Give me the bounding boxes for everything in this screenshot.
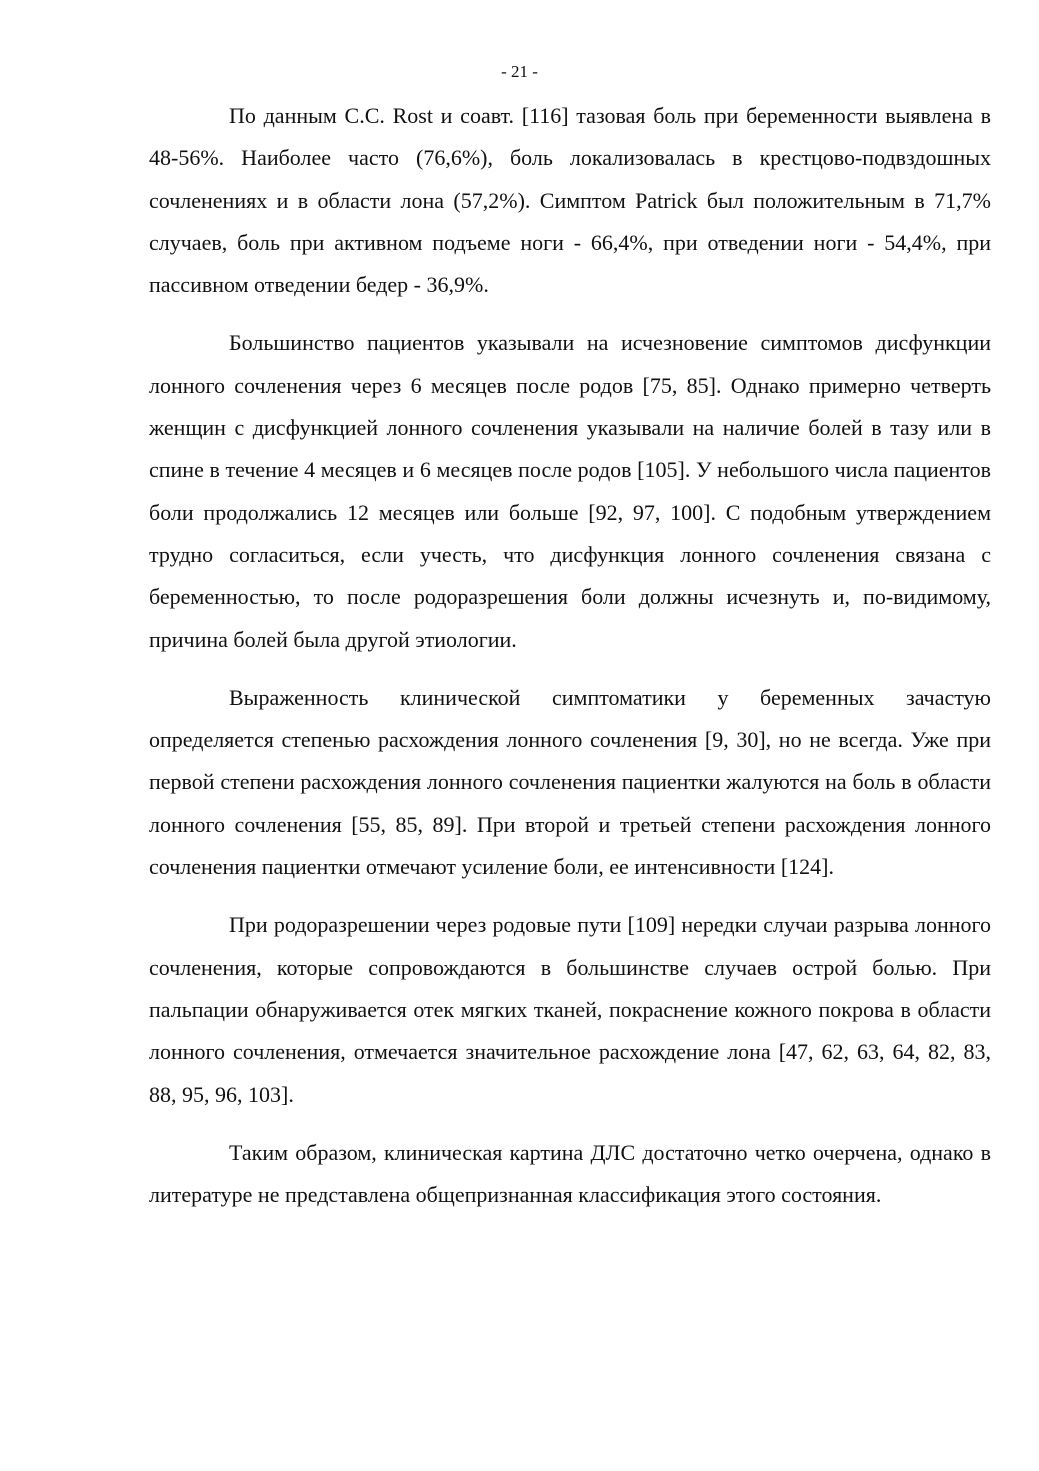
- paragraph-symphysis-rupture: При родоразрешении через родовые пути [109] нередки случаи разрыва лонного сочленения, которые сопровождаются в большинстве случаев острой болью. При пальпации обнаруживается отек мягких тканей, покраснение кожного покрова в области лонного сочленения, отмечается значительное расхождение лона [47, 62, 63, 64, 82, 83, 88, 95, 96, 103].: [149, 912, 991, 1107]
- paragraph-pelvic-pain-prevalence: По данным C.C. Rost и соавт. [116] тазовая боль при беременности выявлена в 48-56%. Наиболее часто (76,6%), боль локализовалась в крестцово-подвздошных сочленениях и в области лона (57,2%). Симптом Patrick был положительным в 71,7% случаев, боль при активном подъеме ноги - 66,4%, при отведении ноги - 54,4%, при пассивном отведении бедер - 36,9%.: [149, 103, 991, 298]
- paragraph-symptom-resolution: Большинство пациентов указывали на исчезновение симптомов дисфункции лонного сочленения через 6 месяцев после родов [75, 85]. Однако примерно четверть женщин с дисфункцией лонного сочленения указывали на наличие болей в тазу или в спине в течение 4 месяцев и 6 месяцев после родов [105]. У небольшого числа пациентов боли продолжались 12 месяцев или больше [92, 97, 100]. С подобным утверждением трудно согласиться, если учесть, что дисфункция лонного сочленения связана с беременностью, то после родоразрешения боли должны исчезнуть и, по-видимому, причина болей была другой этиологии.: [149, 330, 991, 652]
- paragraph-clinical-severity: Выраженность клинической симптоматики у беременных зачастую определяется степенью расхождения лонного сочленения [9, 30], но не всегда. Уже при первой степени расхождения лонного сочленения пациентки жалуются на боль в области лонного сочленения [55, 85, 89]. При второй и третьей степени расхождения лонного сочленения пациентки отмечают усиление боли, ее интенсивности [124].: [149, 684, 991, 880]
- body-text: [149, 95, 991, 1216]
- paragraph-conclusion: Таким образом, клиническая картина ДЛС достаточно четко очерчена, однако в литературе не представлена общепризнанная классификация этого состояния.: [149, 1139, 991, 1208]
- page-number: - 21 -: [501, 62, 538, 81]
